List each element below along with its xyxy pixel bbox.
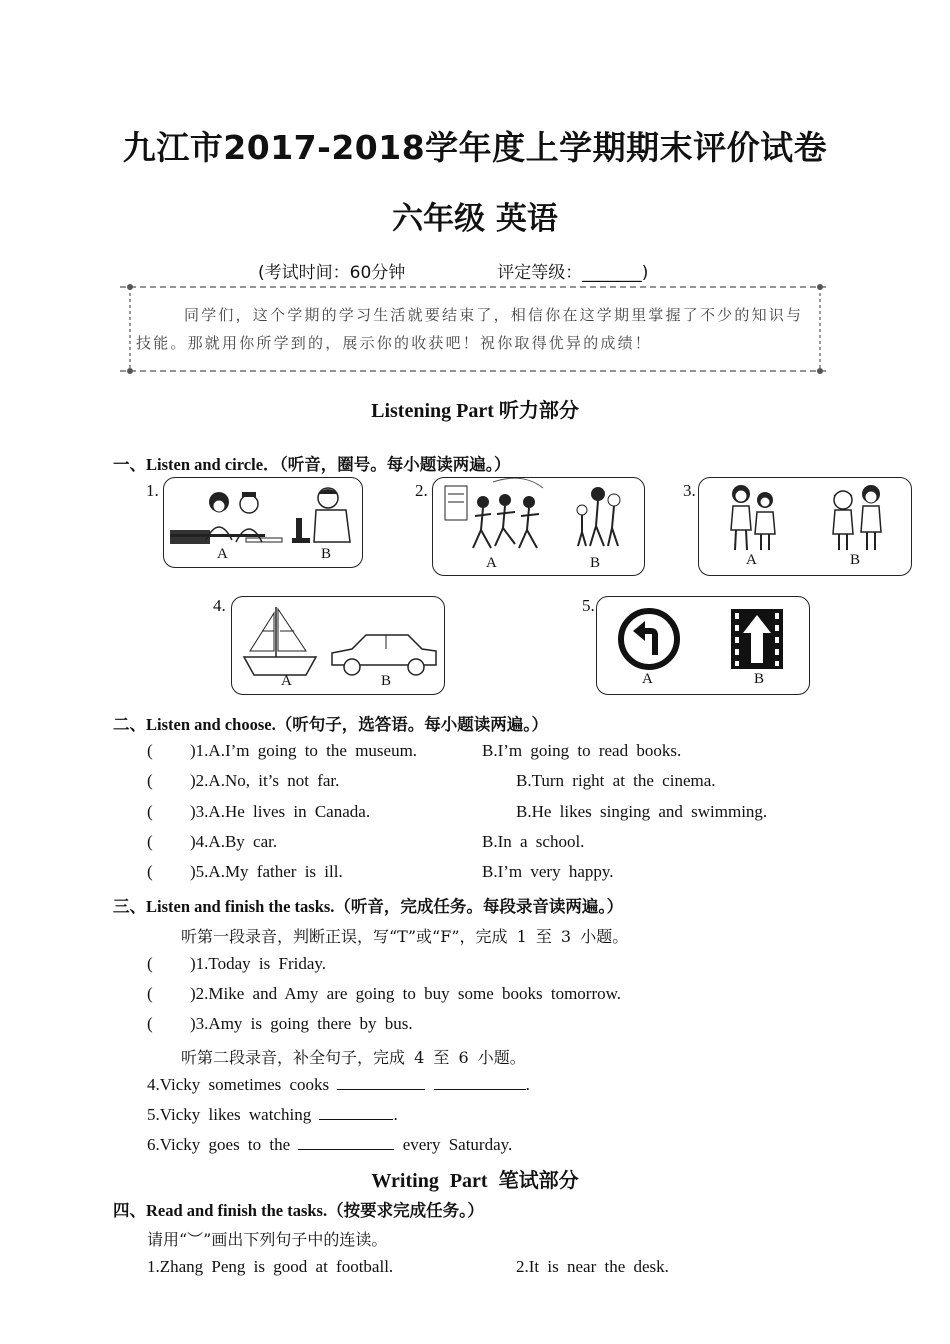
option-a-label: A bbox=[281, 673, 292, 689]
answer-paren: ( bbox=[147, 1014, 153, 1033]
greeting-text: 同学们，这个学期的学习生活就要结束了，相信你在这学期里掌握了不少的知识与技能。那就用你所学到的，展示你的收获吧！祝你取得优异的成绩！ bbox=[136, 306, 804, 352]
option-b-label: B bbox=[754, 671, 765, 687]
item-number: 5. bbox=[582, 596, 595, 615]
question-option-b: B.He likes singing and swimming. bbox=[516, 802, 768, 821]
part2-heading: 二、Listen and choose.（听句子，选答语。每小题读两遍。） bbox=[113, 715, 548, 734]
part1-heading: 一、Listen and circle．（听音，圈号。每小题读两遍。） bbox=[113, 455, 511, 474]
picture-box-2 bbox=[432, 477, 645, 576]
greeting-box bbox=[116, 283, 834, 375]
option-b-label: B bbox=[850, 552, 861, 568]
fill-question-text: every Saturday. bbox=[402, 1135, 513, 1154]
part3-heading: 三、Listen and finish the tasks.（听音，完成任务。每段录音读两遍。） bbox=[113, 897, 624, 916]
question-option-a: )5.A.My father is ill. bbox=[190, 862, 343, 881]
elderly-couple-icon bbox=[821, 480, 901, 560]
option-b-label: B bbox=[381, 673, 392, 689]
fill-question-4: 4.Vicky sometimes cooks . bbox=[147, 1075, 530, 1094]
question-option-a: )1.A.I’m going to the museum. bbox=[190, 741, 418, 760]
answer-blank[interactable] bbox=[434, 1075, 526, 1090]
sailing-ship-icon bbox=[236, 603, 336, 683]
option-a-label: A bbox=[217, 546, 228, 562]
tf-question: )2.Mike and Amy are going to buy some books tomorrow. bbox=[190, 984, 622, 1003]
picture-box-3 bbox=[698, 477, 912, 576]
answer-paren: ( bbox=[147, 954, 153, 973]
option-b-label: B bbox=[590, 555, 601, 571]
part3-instruction-1: 听第一段录音，判断正误，写“T”或“F”，完成 1 至 3 小题。 bbox=[181, 927, 629, 946]
answer-paren: ( bbox=[147, 862, 153, 881]
family-walking-icon bbox=[568, 480, 640, 560]
grade-label: 评定等级：_______) bbox=[497, 263, 649, 283]
fill-question-text: 4.Vicky sometimes cooks bbox=[147, 1075, 330, 1094]
question-option-b: B.I’m very happy. bbox=[482, 862, 614, 881]
answer-paren: ( bbox=[147, 984, 153, 1003]
question-option-b: B.Turn right at the cinema. bbox=[516, 771, 716, 790]
fill-question-text: 5.Vicky likes watching bbox=[147, 1105, 312, 1124]
tf-question: )3.Amy is going there by bus. bbox=[190, 1014, 413, 1033]
option-a-label: A bbox=[642, 671, 653, 687]
answer-blank[interactable] bbox=[319, 1105, 393, 1120]
question-option-b: B.In a school. bbox=[482, 832, 585, 851]
exam-info bbox=[258, 258, 648, 283]
answer-blank[interactable] bbox=[298, 1135, 394, 1150]
tf-question: )1.Today is Friday. bbox=[190, 954, 327, 973]
answer-paren: ( bbox=[147, 802, 153, 821]
item-number: 2. bbox=[415, 481, 428, 500]
part4-heading: 四、Read and finish the tasks.（按要求完成任务。） bbox=[113, 1201, 484, 1220]
picture-box-5 bbox=[596, 596, 810, 695]
exam-subtitle: 六年级 英语 bbox=[392, 201, 558, 237]
answer-blank[interactable] bbox=[337, 1075, 425, 1090]
answer-paren: ( bbox=[147, 771, 153, 790]
fill-question-6 bbox=[147, 1135, 512, 1155]
option-a-label: A bbox=[746, 552, 757, 568]
go-straight-sign-icon bbox=[729, 607, 785, 673]
picture-box-1 bbox=[163, 477, 363, 568]
question-option-a: )4.A.By car. bbox=[190, 832, 278, 851]
option-a-label: A bbox=[486, 555, 497, 571]
answer-paren: ( bbox=[147, 741, 153, 760]
linking-sentence-2: 2.It is near the desk. bbox=[516, 1257, 669, 1276]
option-b-label: B bbox=[321, 546, 332, 562]
picture-box-4 bbox=[231, 596, 445, 695]
question-option-a: )3.A.He lives in Canada. bbox=[190, 802, 371, 821]
question-option-b: B.I’m going to read books. bbox=[482, 741, 682, 760]
turn-left-sign-icon bbox=[615, 605, 685, 675]
item-number: 4. bbox=[213, 596, 226, 615]
question-option-a: )2.A.No, it’s not far. bbox=[190, 771, 340, 790]
exam-title: 九江市2017-2018学年度上学期期末评价试卷 bbox=[122, 128, 828, 167]
item-number: 1. bbox=[146, 481, 159, 500]
fill-question-text: 6.Vicky goes to the bbox=[147, 1135, 291, 1154]
answer-paren: ( bbox=[147, 832, 153, 851]
part3-instruction-2: 听第二段录音，补全句子，完成 4 至 6 小题。 bbox=[181, 1048, 526, 1067]
writing-section-title: Writing Part 笔试部分 bbox=[371, 1170, 579, 1192]
linking-sentence-1: 1.Zhang Peng is good at football. bbox=[147, 1257, 394, 1276]
couple-standing-icon bbox=[721, 480, 801, 560]
fill-question-5: 5.Vicky likes watching . bbox=[147, 1105, 398, 1124]
item-number: 3. bbox=[683, 481, 696, 500]
part4-instruction: 请用“︶”画出下列句子中的连读。 bbox=[147, 1230, 388, 1249]
exam-time: (考试时间：60分钟 bbox=[258, 263, 406, 283]
listening-section-title: Listening Part 听力部分 bbox=[371, 400, 579, 422]
